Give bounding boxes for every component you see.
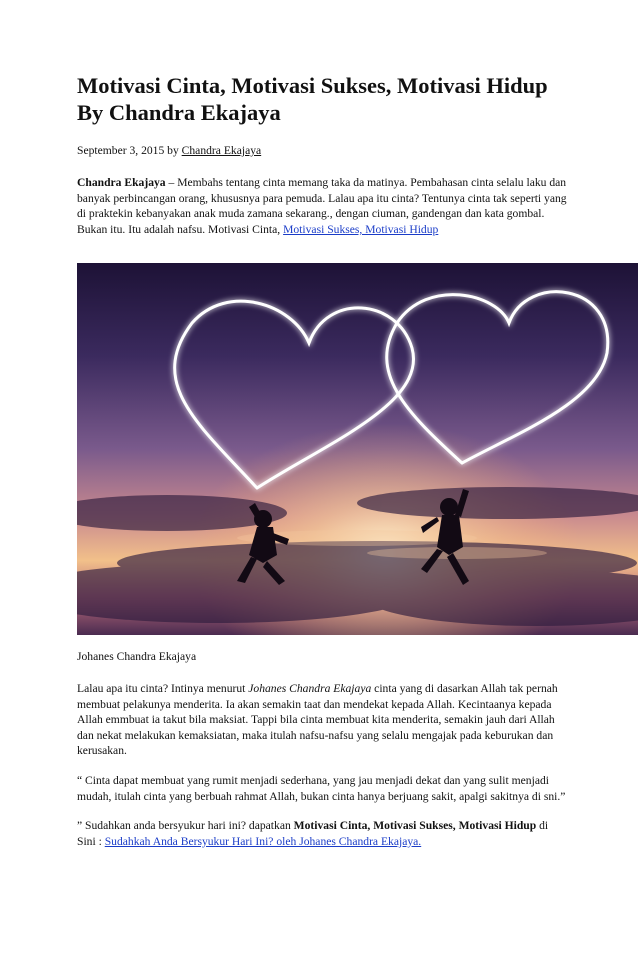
- cta-link[interactable]: Sudahkah Anda Bersyukur Hari Ini? oleh Johanes Chandra Ekajaya.: [104, 834, 422, 848]
- p4-bold: Motivasi Cinta, Motivasi Sukses, Motivasi Hidup: [293, 819, 537, 833]
- article-header: [77, 72, 569, 245]
- p2-text-a: Lalau apa itu cinta? Intinya menurut: [77, 682, 249, 695]
- hero-image: [77, 263, 638, 635]
- author-link[interactable]: Chandra Ekajaya: [181, 144, 262, 157]
- meta-by: by: [164, 144, 182, 157]
- image-caption: Johanes Chandra Ekajaya: [77, 650, 197, 663]
- paragraph-cta: [77, 818, 569, 849]
- p2-italic-name: Johanes Chandra Ekajaya: [248, 682, 372, 695]
- article-meta: [77, 143, 569, 158]
- article-date: September 3, 2015: [77, 144, 165, 157]
- article-title: Motivasi Cinta, Motivasi Sukses, Motivasi Hidup By Chandra Ekajaya: [77, 73, 548, 125]
- paragraph-quote: “ Cinta dapat membuat yang rumit menjadi sederhana, yang jau menjadi dekat dan yang sulit menjadi mudah, itulah cinta yang berbuah rahmat Allah, bukan cinta hanya berjuang sakit, apalgi sakitnya di sni.”: [77, 773, 566, 803]
- intro-bold: Chandra Ekajaya: [77, 176, 166, 189]
- paragraph-definition: [77, 681, 569, 759]
- article-body: [77, 681, 569, 863]
- p4-text-b: di Sini :: [77, 819, 549, 848]
- intro-text: – Membahs tentang cinta memang taka da matinya. Pembahasan cinta selalu laku dan banyak perbincangan orang, khususnya para pemuda. Lalau apa itu cinta? Tentunya cinta tak seperti yang di praktekin kebanyakan anak muda zamana sekarang., dengan ciuman, gandengan dan kata gombal. Bukan itu. Itu adalah nafsu. Motivasi Cinta,: [77, 176, 567, 236]
- intro-paragraph: [77, 175, 569, 237]
- p2-text-b: cinta yang di dasarkan Allah tak pernah membuat pelakunya menderita. Ia akan semakin taat dan mendekat kepada Allah. Kecintaanya kepada Allah emmbuat ia takut bila maksiat. Tappi bila cinta membuat kita menderita, semakin jauh dari Allah dan nekat melakukan kemaksiatan, maka itulah nafsu-nafsu yang selalu mengajak pada keburukan dan kerusakan.: [77, 682, 558, 758]
- intro-link[interactable]: Motivasi Sukses, Motivasi Hidup: [283, 222, 439, 236]
- hearts-sunset-illustration: [77, 263, 638, 635]
- p4-text-a: ” Sudahkan anda bersyukur hari ini? dapatkan: [77, 819, 294, 833]
